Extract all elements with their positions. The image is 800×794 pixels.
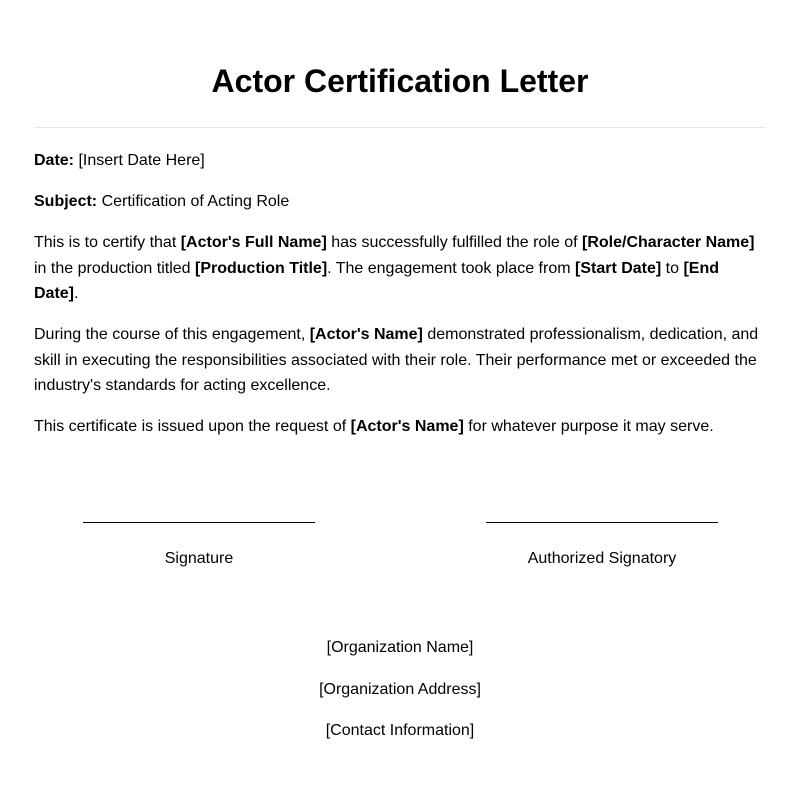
- subject-value: Certification of Acting Role: [97, 193, 290, 210]
- signature-block: [83, 522, 315, 569]
- para3-text-2: for whatever purpose it may serve.: [463, 418, 714, 435]
- title-divider: [34, 127, 766, 128]
- date-value: [Insert Date Here]: [74, 152, 205, 169]
- performance-paragraph: [34, 322, 766, 399]
- authorized-signatory-line: [486, 522, 718, 523]
- authorized-signatory-block: [486, 522, 718, 569]
- para1-text-5: to: [661, 259, 684, 277]
- para1-text-6: .: [74, 285, 79, 302]
- certification-paragraph: [34, 230, 766, 307]
- para2-text-1: During the course of this engagement,: [34, 326, 310, 343]
- actor-full-name-placeholder: [Actor's Full Name]: [180, 234, 327, 251]
- organization-name: [Organization Name]: [326, 639, 474, 656]
- contact-information: [Contact Information]: [325, 722, 475, 739]
- start-date-placeholder: [Start Date]: [575, 259, 662, 277]
- organization-address: [Organization Address]: [319, 680, 481, 698]
- para1-text-4: . The engagement took place from: [327, 259, 575, 277]
- para1-text-3: in the production titled: [34, 259, 195, 277]
- subject-label: Subject:: [34, 193, 98, 210]
- actor-name-placeholder: [Actor's Name]: [309, 326, 423, 343]
- purpose-paragraph: [34, 414, 766, 440]
- para2-text-2: demonstrated professionalism, dedication, and skill in executing the responsibilities associated with their role. Their performance met or exceeded the industry's standards for acting excellence.: [34, 326, 759, 394]
- para1-text-1: This is to certify that: [34, 234, 181, 251]
- authorized-signatory-label: Authorized Signatory: [527, 550, 677, 567]
- page-title: Actor Certification Letter: [211, 63, 589, 99]
- role-name-placeholder: [Role/Character Name]: [582, 234, 755, 251]
- signature-line: [83, 522, 315, 523]
- letter-body: [34, 148, 766, 455]
- organization-footer: [34, 638, 766, 763]
- para1-text-2: has successfully fulfilled the role of: [326, 234, 582, 251]
- signature-label: Signature: [164, 550, 234, 567]
- subject-line: [34, 189, 766, 215]
- para3-text-1: This certificate is issued upon the request of: [34, 418, 351, 435]
- production-title-placeholder: [Production Title]: [195, 259, 328, 277]
- date-label: Date:: [34, 152, 75, 169]
- date-line: [34, 148, 766, 174]
- end-date-placeholder: [End Date]: [34, 259, 720, 302]
- actor-name-placeholder-2: [Actor's Name]: [350, 418, 464, 435]
